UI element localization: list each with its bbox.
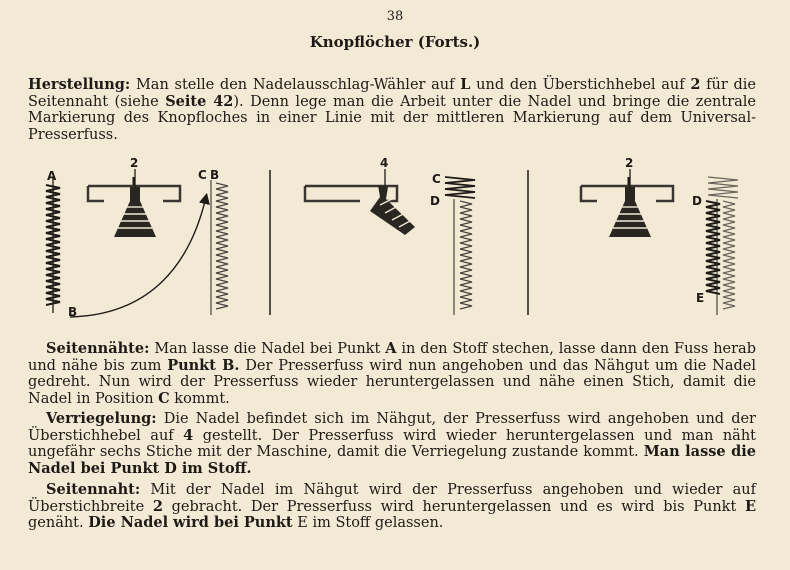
bold-span: Seite 42 xyxy=(165,92,234,110)
diagram-panel-3 xyxy=(581,156,738,315)
buttonhole-diagram xyxy=(30,155,760,330)
bold-span: A xyxy=(385,340,397,357)
label-point-a: A xyxy=(47,169,57,183)
presser-foot-toe xyxy=(609,187,651,237)
text-span: in den Stoff stechen, lasse dann den Fuss herab und nähe bis zum xyxy=(28,341,756,374)
label-setting-2: 2 xyxy=(625,156,634,170)
diagram-panel-1 xyxy=(46,156,228,319)
bold-span: 4 xyxy=(183,426,194,444)
text-span: Die Nadel befindet sich im Nähgut, der Presserfuss wird angehoben und der Überstichhebel auf xyxy=(28,411,756,444)
paragraph-verriegelung xyxy=(28,411,756,477)
text-span: gestellt. Der Presserfuss wird wieder heruntergelassen und man näht ungefähr sechs Stiche mit der Maschine, damit die Verriegelung zustande kommt. xyxy=(28,427,756,461)
zigzag-stitch-d-e xyxy=(706,201,720,294)
bold-span: L xyxy=(460,76,471,93)
bartack-stitch xyxy=(445,177,475,198)
label-point-c: C xyxy=(198,168,207,182)
paragraph-herstellung xyxy=(28,77,756,143)
text-span: Man stelle den Nadelausschlag-Wähler auf xyxy=(130,77,461,93)
presser-foot-toe xyxy=(114,187,156,237)
text-span: genäht. xyxy=(28,515,89,532)
zigzag-stitch-previous xyxy=(723,201,735,309)
heading-seitennaehte: Seitennähte: xyxy=(46,340,150,357)
bartack-stitch-faint xyxy=(708,177,738,198)
text-span: und den Überstichhebel auf xyxy=(470,77,691,93)
bold-span: C xyxy=(158,389,170,407)
label-point-e: E xyxy=(696,291,705,305)
heading-verriegelung: Verriegelung: xyxy=(46,410,157,427)
label-point-b-top: B xyxy=(210,168,220,182)
text-span: kommt. xyxy=(169,390,230,407)
heading-seitennaht: Seitennaht: xyxy=(46,481,141,498)
text-span: Der Presserfuss wird nun angehoben und das Nähgut um die Nadel gedreht. Nun wird der Presserfuss wieder heruntergelassen und nähe einen Stich, damit die Nadel in Position xyxy=(28,357,756,407)
page-number: 38 xyxy=(386,9,404,24)
text-span: für die Seitennaht (siehe xyxy=(28,77,756,110)
label-setting-4: 4 xyxy=(380,156,389,170)
zigzag-stitch-previous xyxy=(216,183,228,309)
bold-span: 2 xyxy=(690,76,701,93)
label-point-d: D xyxy=(692,194,702,208)
text-span: Mit der Nadel im Nähgut wird der Presserfuss angehoben und wieder auf Überstichbreite xyxy=(28,482,756,515)
zigzag-stitch-previous xyxy=(460,201,472,309)
heading-herstellung: Herstellung: xyxy=(28,76,131,93)
text-span: Man lasse die Nadel bei Punkt xyxy=(149,341,386,357)
paragraph-seitennaehte xyxy=(28,341,756,407)
label-setting-2: 2 xyxy=(130,156,139,170)
label-point-c: C xyxy=(432,172,441,186)
presser-foot-toe-rotated xyxy=(370,185,415,235)
text-span: gebracht. Der Presserfuss wird heruntergelassen und es wird bis Punkt xyxy=(162,498,745,515)
bold-span: E xyxy=(744,497,756,515)
text-span: ). Denn lege man die Arbeit unter die Nadel und bringe die zentrale Markierung des Knopfloches in einer Linie mit der mittleren Markierung auf dem Universal-Presserfuss. xyxy=(28,93,756,143)
page-title: Knopflöcher (Forts.) xyxy=(309,33,481,51)
diagram-panel-2 xyxy=(305,156,475,315)
bold-span: Punkt B. xyxy=(167,356,240,374)
bold-span: Man lasse die Nadel bei Punkt D im Stoff. xyxy=(28,443,756,477)
text-span: E im Stoff gelassen. xyxy=(292,515,444,532)
paragraph-seitennaht xyxy=(28,482,756,532)
bold-span: Die Nadel wird bei Punkt xyxy=(88,514,293,532)
bold-span: 2 xyxy=(152,497,163,515)
label-point-b: B xyxy=(68,305,78,319)
label-point-d: D xyxy=(430,194,440,208)
